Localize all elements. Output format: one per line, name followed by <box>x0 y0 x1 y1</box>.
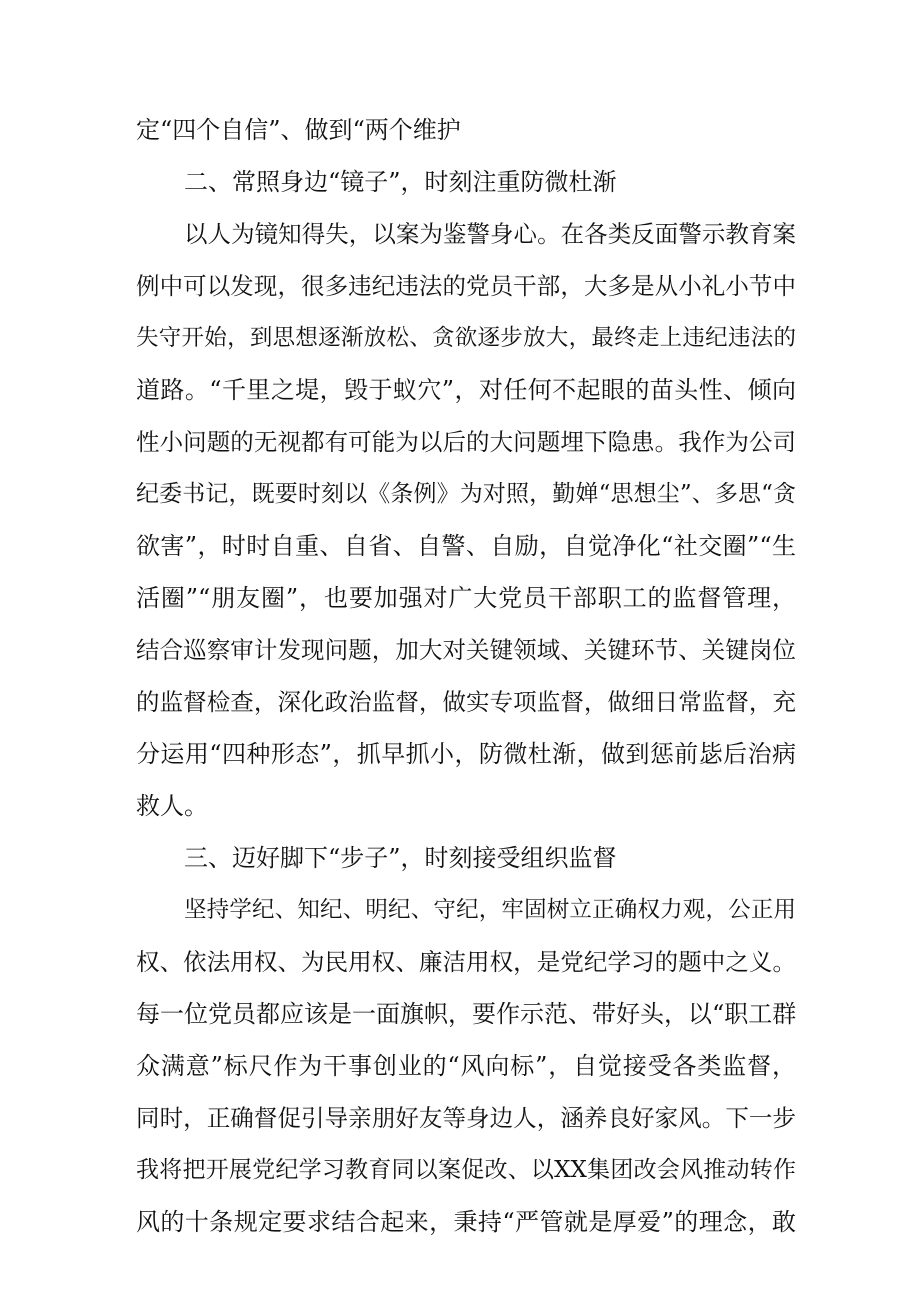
text-line-14: 救人。 <box>136 792 208 820</box>
section-heading-3: 三、迈好脚下“步子”，时刻接受组织监督 <box>184 844 617 872</box>
text-line-17: 权、依法用权、为民用权、廉洁用权，是党纪学习的题中之义。 <box>136 948 796 976</box>
text-line-13: 分运用“四种形态”，抓早抓小，防微杜渐，做到惩前毖后治病 <box>136 740 796 768</box>
text-line-12: 的监督检查，深化政治监督，做实专项监督，做细日常监督，充 <box>136 688 796 716</box>
text-line-5: 失守开始，到思想逐渐放松、贪欲逐步放大，最终走上违纪违法的 <box>136 325 796 351</box>
text-line-20: 同时，正确督促引导亲朋好友等身边人，涵养良好家风。下一步 <box>136 1104 796 1132</box>
text-line-18: 每一位党员都应该是一面旗帜，要作示范、带好头，以“职工群 <box>136 1000 797 1028</box>
section-heading-2: 二、常照身边“镜子”，时刻注重防微杜渐 <box>184 168 617 196</box>
text-line-8: 纪委书记，既要时刻以《条例》为对照，勤婵“思想尘”、多思“贪 <box>136 481 796 507</box>
text-line-16: 坚持学纪、知纪、明纪、守纪，牢固树立正确权力观，公正用 <box>184 897 796 923</box>
text-line-22: 风的十条规定要求结合起来，秉持“严管就是厚爱”的理念，敢 <box>136 1208 796 1236</box>
text-line-3: 以人为镜知得失，以案为鉴警身心。在各类反面警示教育案 <box>184 220 796 248</box>
text-line-4: 例中可以发现，很多违纪违法的党员干部，大多是从小礼小节中 <box>136 272 796 300</box>
text-line-21: 我将把开展党纪学习教育同以案促改、以XX集团改会风推动转作 <box>136 1157 796 1183</box>
text-line-9: 欲害”，时时自重、自省、自警、自励，自觉净化“社交圈”“生 <box>136 532 796 560</box>
text-line-11: 结合巡察审计发现问题，加大对关键领域、关键环节、关键岗位 <box>136 636 796 664</box>
text-line-10: 活圈”“朋友圈”，也要加强对广大党员干部职工的监督管理， <box>136 584 796 612</box>
text-line-7: 性小问题的无视都有可能为以后的大问题埋下隐患。我作为公司 <box>136 428 796 456</box>
text-line-6: 道路。“千里之堤，毁于蚁穴”，对任何不起眼的苗头性、倾向 <box>136 376 796 404</box>
text-line-19: 众满意”标尺作为干事创业的“风向标”，自觉接受各类监督， <box>136 1052 796 1080</box>
text-line-1: 定“四个自信”、做到“两个维护 <box>136 116 461 144</box>
